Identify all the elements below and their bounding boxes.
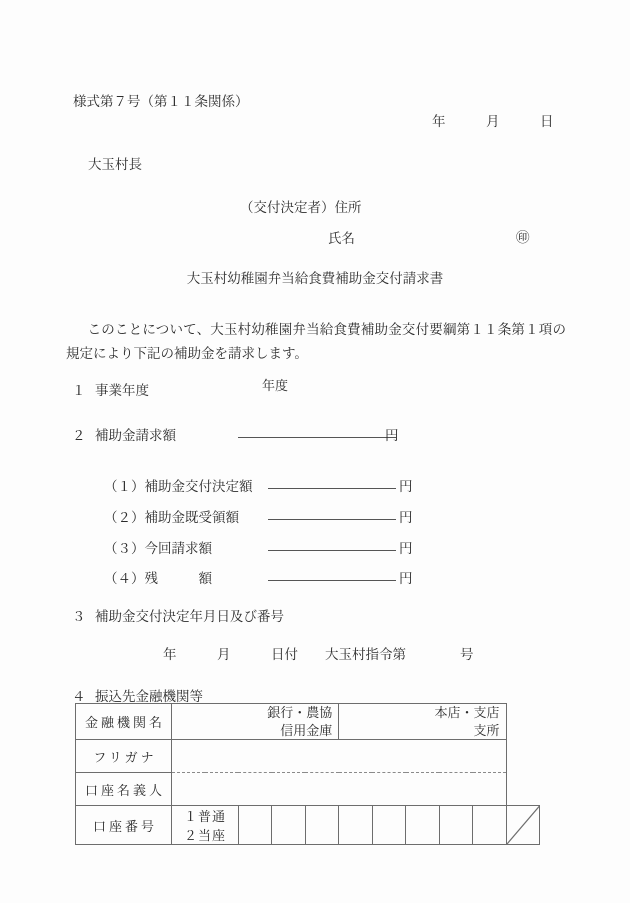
branch-kind-line2: 支所: [473, 722, 500, 738]
account-digit-cell-2[interactable]: [272, 806, 305, 845]
diagonal-strike-icon: [507, 806, 539, 844]
item2-subitem-2-label: 補助金既受領額: [144, 510, 239, 525]
account-type-options-cell[interactable]: [172, 806, 254, 845]
item2-subitem-2-unit: 円: [399, 510, 413, 525]
item2-subitem-1-unit: 円: [399, 479, 413, 494]
applicant-address-label: （交付決定者）住所: [240, 200, 362, 215]
item1-label: 事業年度: [95, 383, 149, 398]
furigana-input-cell[interactable]: [172, 740, 507, 773]
item2-subitem-3: [104, 537, 212, 557]
page-title: 大玉村幼稚園弁当給食費補助金交付請求書: [186, 271, 444, 286]
item2-subitem-4-label: 残 額: [144, 571, 212, 586]
account-type-options: １普通 ２当座: [183, 809, 254, 844]
item2-subitem-1-label: 補助金交付決定額: [144, 479, 253, 494]
table-row-account-holder: [76, 773, 540, 806]
account-digit-cell-5[interactable]: [372, 806, 405, 845]
item2-subitem-1-field[interactable]: [268, 488, 396, 489]
item3-detail-line: 年 月 日付 大玉村指令第 号: [163, 647, 474, 662]
item2-amount-field[interactable]: [238, 437, 396, 438]
item2-subitem-2: [104, 506, 239, 526]
item2-unit: 円: [385, 428, 399, 443]
account-digit-cell-3[interactable]: [305, 806, 338, 845]
institution-name-input-cell[interactable]: [172, 704, 339, 740]
item4-number: ４: [72, 689, 86, 704]
date-line: 年 月 日: [432, 114, 554, 129]
account-digit-cell-7[interactable]: [439, 806, 472, 845]
institution-name-label: 金融機関名: [84, 715, 165, 731]
institution-name-label-cell: [76, 704, 172, 740]
account-digit-cell-8[interactable]: [473, 806, 506, 845]
branch-name-input-cell[interactable]: [339, 704, 506, 740]
furigana-label-cell: [76, 740, 172, 773]
item4-label: 振込先金融機関等: [95, 689, 203, 704]
account-holder-label-cell: [76, 773, 172, 806]
table-row-furigana: [76, 740, 540, 773]
item2-subitem-3-label: 今回請求額: [144, 541, 212, 556]
item2-subitem-2-field[interactable]: [268, 519, 396, 520]
body-paragraph: [66, 318, 566, 365]
account-digit-cell-4[interactable]: [339, 806, 372, 845]
form-number: 様式第７号（第１１条関係）: [73, 94, 249, 109]
bank-account-table: [75, 703, 540, 845]
item2-subitem-2-number: （２）: [104, 510, 145, 525]
institution-kind-line1: 銀行・農協: [267, 705, 333, 720]
table-row-account-number: [76, 806, 540, 845]
body-paragraph-text: このことについて、大玉村幼稚園弁当給食費補助金交付要綱第１１条第１項の規定により下記の補助金を請求します。: [66, 322, 566, 361]
furigana-label: フリガナ: [93, 749, 157, 765]
account-number-label: 口座番号: [92, 818, 157, 834]
item2-label: 補助金請求額: [95, 428, 176, 443]
item2-subitem-4-number: （４）: [104, 571, 145, 586]
item3-label: 補助金交付決定年月日及び番号: [95, 609, 284, 624]
item2-subitem-1-number: （１）: [104, 479, 145, 494]
table-row-institution: [76, 704, 540, 740]
item1-value-label: 年度: [262, 378, 289, 393]
account-holder-input-cell[interactable]: [172, 773, 507, 806]
seal-stamp-icon: ㊞: [516, 230, 530, 245]
item1-number: １: [72, 383, 86, 398]
branch-kind-line1: 本店・支店: [434, 705, 500, 720]
applicant-name-label: 氏名: [328, 231, 355, 246]
item2-subitem-4-unit: 円: [399, 571, 413, 586]
institution-kind-line2: 信用金庫: [280, 722, 333, 738]
item2-number: ２: [72, 428, 86, 443]
account-digit-cell-6[interactable]: [406, 806, 439, 845]
account-number-unused-cell: [506, 806, 539, 845]
item3-number: ３: [72, 609, 86, 624]
account-number-label-cell: [76, 806, 172, 845]
item2-subitem-1: [104, 475, 253, 495]
item2-subitem-4-field[interactable]: [268, 580, 396, 581]
addressee: 大玉村長: [88, 157, 142, 172]
item2-subitem-4: [104, 567, 212, 587]
item2-subitem-3-field[interactable]: [268, 550, 396, 551]
item2-subitem-3-unit: 円: [399, 541, 413, 556]
item2-subitem-3-number: （３）: [104, 541, 145, 556]
account-holder-label: 口座名義人: [84, 782, 165, 798]
